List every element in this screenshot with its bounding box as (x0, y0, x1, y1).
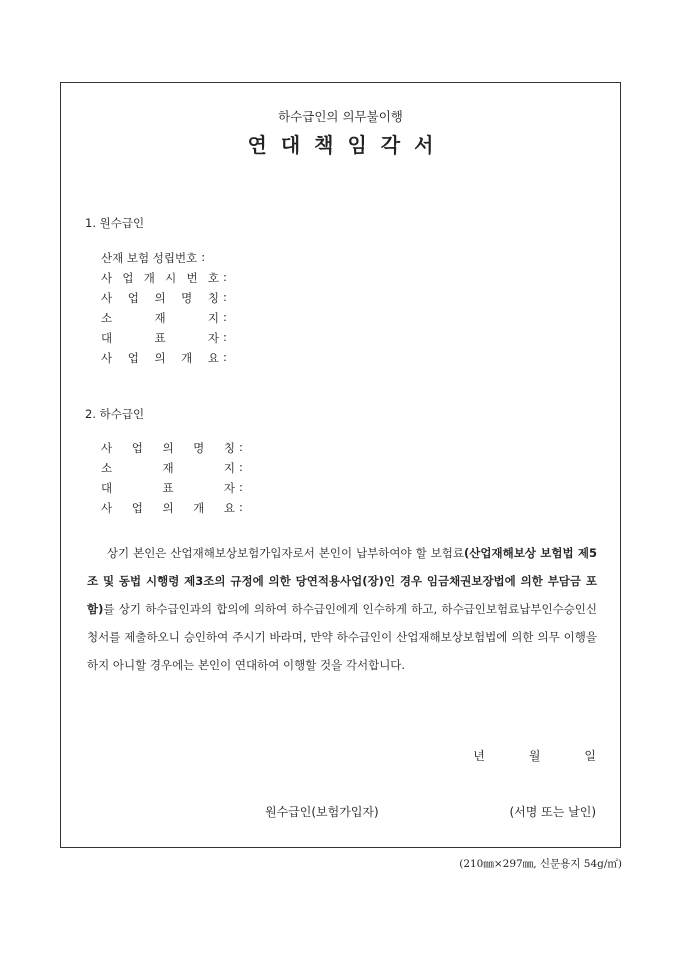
day-label: 일 (584, 749, 596, 763)
field-location: 소 재 지 : (101, 310, 227, 325)
document-frame (60, 82, 621, 848)
field-label: 사 업 의 개 요 (101, 501, 235, 515)
field-label: 사 업 의 명 칭 (101, 441, 235, 455)
field-label: 사 업 의 명 칭 (101, 291, 219, 305)
field-label: 사 업 의 개 요 (101, 351, 219, 365)
field-representative: 대 표 자 : (101, 330, 227, 345)
field-label: 산재 보험 성립번호 (101, 251, 198, 265)
year-label: 년 (473, 749, 485, 763)
field-business-name: 사 업 의 명 칭 : (101, 290, 227, 305)
pledge-paragraph (87, 539, 597, 679)
field-sub-business-overview: 사 업 의 개 요 : (101, 500, 243, 515)
paragraph-text: 상기 본인은 산업재해보상보험가입자로서 본인이 납부하여야 할 보험료 (106, 546, 465, 560)
field-sub-location: 소 재 지 : (101, 460, 243, 475)
field-label: 소 재 지 (101, 311, 219, 325)
date-line (473, 747, 596, 764)
field-label: 대 표 자 (101, 481, 235, 495)
field-insurance-number: 산재 보험 성립번호 : (101, 250, 206, 265)
field-label: 사 업 개 시 번 호 (101, 271, 219, 285)
field-label: 소 재 지 (101, 461, 235, 475)
signer-label: 원수급인(보험가입자) (265, 805, 379, 819)
field-business-overview: 사 업 의 개 요 : (101, 350, 227, 365)
section2-heading: 2. 하수급인 (85, 407, 145, 421)
field-business-start-number: 사 업 개 시 번 호 : (101, 270, 227, 285)
paragraph-bold-text: (산업재해보상 보험법 제5조 및 동법 시행령 제3조의 규정에 의한 당연적용사업(장)인 경우 임금채권보장법에 의한 부담금 포함) (87, 546, 598, 616)
document-title: 연대책임각서 (247, 133, 448, 157)
section1-heading: 1. 원수급인 (85, 216, 145, 230)
field-sub-representative: 대 표 자 : (101, 480, 243, 495)
seal-label: (서명 또는 날인) (509, 805, 596, 819)
field-label: 대 표 자 (101, 331, 219, 345)
month-label: 월 (528, 749, 541, 763)
document-subtitle: 하수급인의 의무불이행 (278, 109, 403, 124)
paragraph-text-end: 를 상기 하수급인과의 합의에 의하여 하수급인에게 인수하게 하고, 하수급인보험료납부인수승인신청서를 제출하오니 승인하여 주시기 바라며, 만약 하수급인이 산업재해보상보험법에 의한 의무 이행을 하지 아니할 경우에는 본인이 연대하여 이행할 것을 각서합니다. (87, 602, 597, 672)
field-sub-business-name: 사 업 의 명 칭 : (101, 440, 243, 455)
paper-spec-footer: (210㎜×297㎜, 신문용지 54g/㎡) (459, 858, 622, 870)
